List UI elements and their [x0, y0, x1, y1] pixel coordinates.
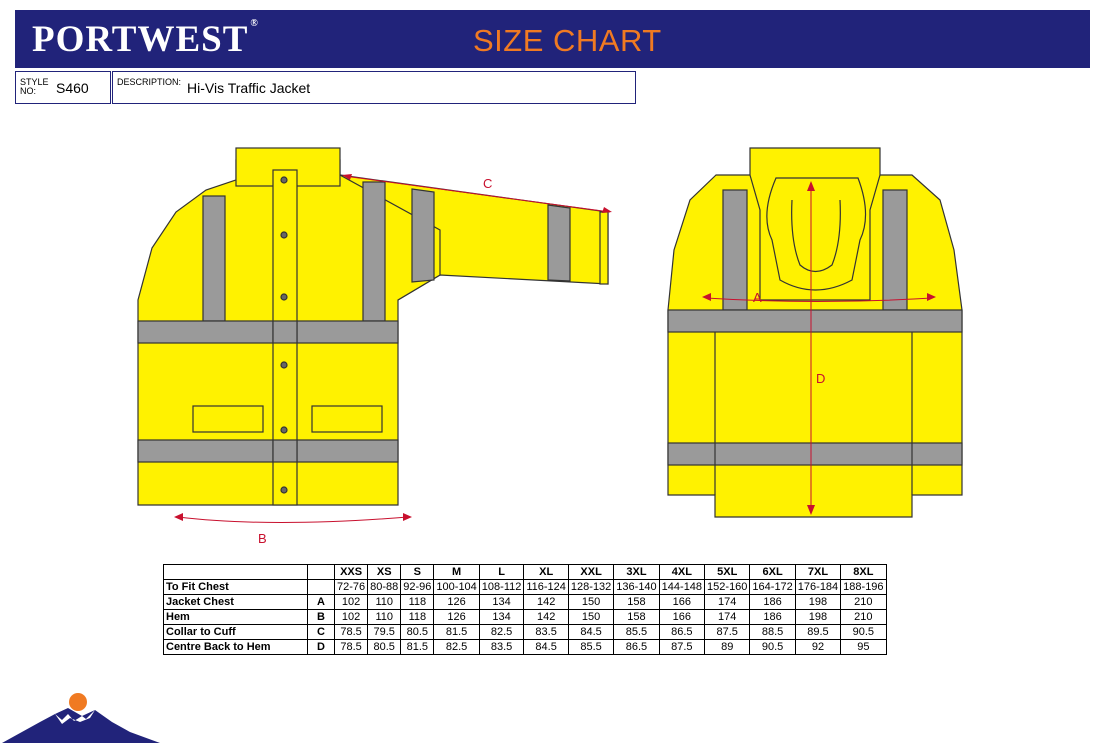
description-label: DESCRIPTION: — [117, 77, 182, 87]
size-header-row — [164, 565, 887, 580]
style-number: S460 — [56, 80, 89, 96]
row-label: Collar to Cuff — [164, 625, 308, 640]
table-cell: 128-132 — [568, 580, 613, 595]
table-cell: 158 — [614, 610, 659, 625]
size-header: 3XL — [614, 565, 659, 580]
table-cell: 82.5 — [434, 640, 479, 655]
row-code: C — [308, 625, 335, 640]
measure-b-indicator — [174, 513, 412, 523]
row-code: A — [308, 595, 335, 610]
table-cell: 86.5 — [659, 625, 704, 640]
table-row — [164, 625, 887, 640]
table-cell: 84.5 — [568, 625, 613, 640]
table-cell: 85.5 — [614, 625, 659, 640]
table-cell: 116-124 — [524, 580, 569, 595]
table-cell: 152-160 — [705, 580, 750, 595]
description-value: Hi-Vis Traffic Jacket — [187, 80, 311, 96]
table-cell: 210 — [841, 595, 886, 610]
table-cell: 86.5 — [614, 640, 659, 655]
row-label: Centre Back to Hem — [164, 640, 308, 655]
size-header: 7XL — [795, 565, 840, 580]
table-cell: 150 — [568, 595, 613, 610]
table-cell: 186 — [750, 610, 795, 625]
size-chart-table — [163, 564, 887, 655]
table-cell: 78.5 — [335, 625, 368, 640]
size-header: XXS — [335, 565, 368, 580]
table-cell: 102 — [335, 610, 368, 625]
table-cell: 79.5 — [368, 625, 401, 640]
table-cell: 85.5 — [568, 640, 613, 655]
table-cell: 198 — [795, 610, 840, 625]
size-header: XXL — [568, 565, 613, 580]
table-cell: 136-140 — [614, 580, 659, 595]
table-cell: 166 — [659, 595, 704, 610]
table-row — [164, 580, 887, 595]
table-cell: 164-172 — [750, 580, 795, 595]
style-label: STYLE NO: — [20, 77, 49, 96]
table-cell: 81.5 — [434, 625, 479, 640]
table-cell: 80.5 — [401, 625, 434, 640]
size-header: 4XL — [659, 565, 704, 580]
size-header: 6XL — [750, 565, 795, 580]
table-cell: 82.5 — [479, 625, 524, 640]
table-cell: 166 — [659, 610, 704, 625]
table-row — [164, 610, 887, 625]
table-cell: 188-196 — [841, 580, 886, 595]
row-label: To Fit Chest — [164, 580, 308, 595]
table-cell: 134 — [479, 610, 524, 625]
table-cell: 134 — [479, 595, 524, 610]
table-cell: 72-76 — [335, 580, 368, 595]
table-cell: 89 — [705, 640, 750, 655]
table-cell: 95 — [841, 640, 886, 655]
table-cell: 186 — [750, 595, 795, 610]
table-code-header — [308, 565, 335, 580]
size-header: 8XL — [841, 565, 886, 580]
size-header: XS — [368, 565, 401, 580]
table-cell: 83.5 — [524, 625, 569, 640]
table-cell: 89.5 — [795, 625, 840, 640]
table-cell: 92-96 — [401, 580, 434, 595]
table-cell: 150 — [568, 610, 613, 625]
table-cell: 110 — [368, 610, 401, 625]
measure-c-label: C — [483, 176, 493, 191]
table-cell: 126 — [434, 610, 479, 625]
row-code: B — [308, 610, 335, 625]
size-header: M — [434, 565, 479, 580]
table-cell: 83.5 — [479, 640, 524, 655]
row-code: D — [308, 640, 335, 655]
table-cell: 174 — [705, 595, 750, 610]
registered-mark: ® — [250, 18, 259, 29]
table-cell: 81.5 — [401, 640, 434, 655]
size-header: L — [479, 565, 524, 580]
table-row — [164, 640, 887, 655]
table-cell: 84.5 — [524, 640, 569, 655]
page-title: SIZE CHART — [473, 23, 662, 58]
size-table-body — [164, 580, 887, 655]
table-cell: 144-148 — [659, 580, 704, 595]
table-cell: 210 — [841, 610, 886, 625]
table-cell: 176-184 — [795, 580, 840, 595]
table-cell: 88.5 — [750, 625, 795, 640]
measure-d-label: D — [816, 371, 826, 386]
measure-b-label: B — [258, 531, 267, 546]
table-cell: 158 — [614, 595, 659, 610]
table-cell: 87.5 — [705, 625, 750, 640]
table-cell: 126 — [434, 595, 479, 610]
table-row — [164, 595, 887, 610]
table-cell: 90.5 — [841, 625, 886, 640]
mountain-logo-icon — [0, 688, 165, 743]
row-label: Hem — [164, 610, 308, 625]
jacket-front-view — [138, 148, 608, 505]
size-header: XL — [524, 565, 569, 580]
brand-name: PORTWEST — [32, 19, 249, 60]
table-cell: 110 — [368, 595, 401, 610]
table-cell: 90.5 — [750, 640, 795, 655]
table-cell: 92 — [795, 640, 840, 655]
size-header: S — [401, 565, 434, 580]
table-cell: 102 — [335, 595, 368, 610]
row-code — [308, 580, 335, 595]
table-cell: 100-104 — [434, 580, 479, 595]
table-cell: 118 — [401, 610, 434, 625]
size-header: 5XL — [705, 565, 750, 580]
row-label: Jacket Chest — [164, 595, 308, 610]
table-cell: 174 — [705, 610, 750, 625]
table-cell: 198 — [795, 595, 840, 610]
table-cell: 118 — [401, 595, 434, 610]
table-corner-cell — [164, 565, 308, 580]
table-cell: 142 — [524, 595, 569, 610]
table-cell: 87.5 — [659, 640, 704, 655]
measure-a-label: A — [753, 290, 762, 305]
table-cell: 80-88 — [368, 580, 401, 595]
table-cell: 78.5 — [335, 640, 368, 655]
table-cell: 142 — [524, 610, 569, 625]
table-cell: 80.5 — [368, 640, 401, 655]
table-cell: 108-112 — [479, 580, 524, 595]
jacket-back-view — [668, 148, 962, 517]
